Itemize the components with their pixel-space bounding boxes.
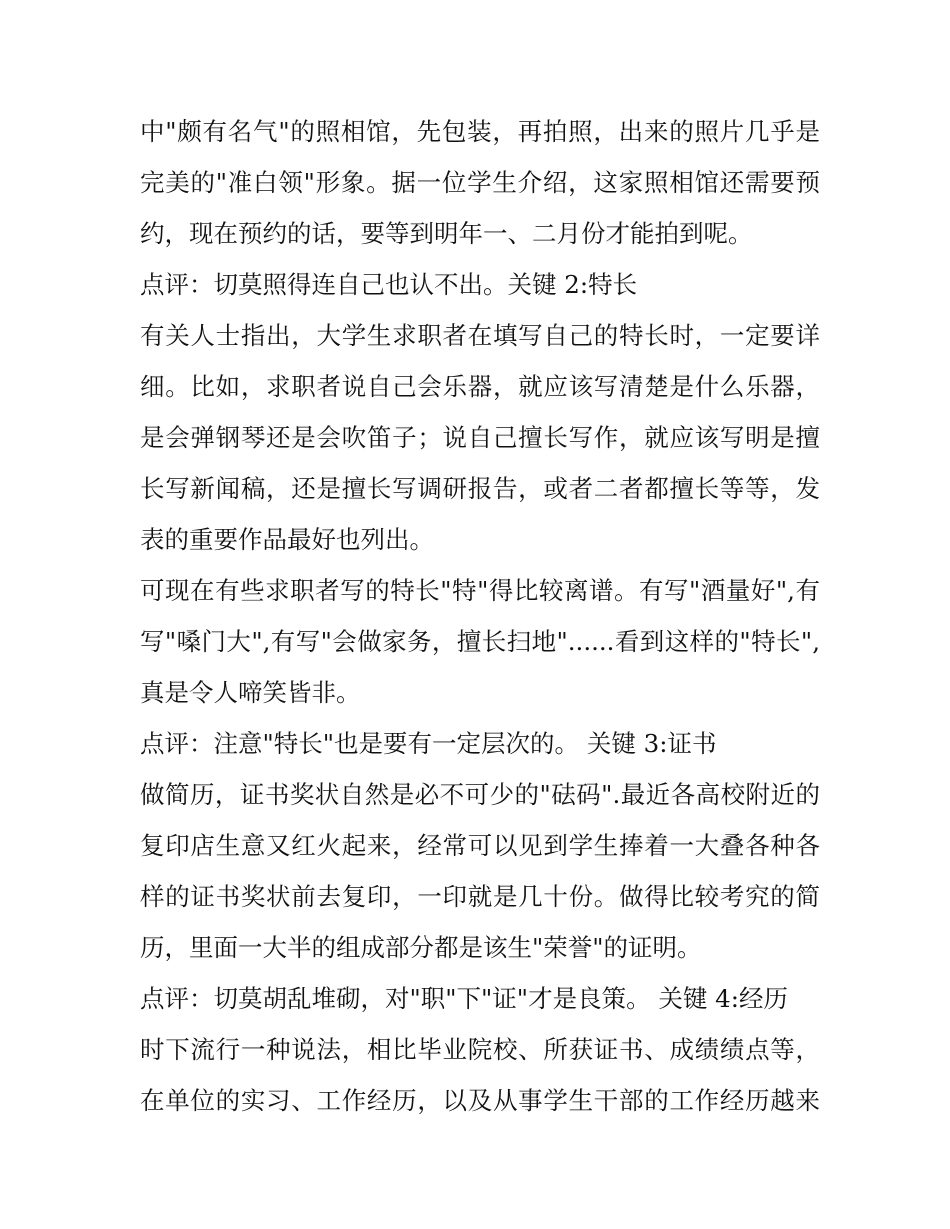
text-line: 有关人士指出，大学生求职者在填写自己的特长时，一定要详	[140, 321, 820, 350]
text-line: 历，里面一大半的组成部分都是该生"荣誉"的证明。	[140, 933, 702, 962]
text-line: 是会弹钢琴还是会吹笛子；说自己擅长写作，就应该写明是擅	[140, 423, 820, 452]
comment-heading-line: 点评：切莫胡乱堆砌，对"职"下"证"才是良策。 关键 4:经历	[140, 984, 788, 1013]
text-line: 中"颇有名气"的照相馆，先包装，再拍照，出来的照片几乎是	[140, 117, 820, 146]
text-line: 表的重要作品最好也列出。	[140, 525, 434, 554]
text-line: 完美的"准白领"形象。据一位学生介绍，这家照相馆还需要预	[140, 168, 820, 197]
text-line: 写"嗓门大",有写"会做家务，擅长扫地"......看到这样的"特长",	[140, 627, 820, 656]
text-line: 做简历，证书奖状自然是必不可少的"砝码".最近各高校附近的	[140, 780, 820, 809]
text-line: 约，现在预约的话，要等到明年一、二月份才能拍到呢。	[140, 219, 753, 248]
text-line: 可现在有些求职者写的特长"特"得比较离谱。有写"酒量好",有	[140, 576, 820, 605]
text-line: 样的证书奖状前去复印，一印就是几十份。做得比较考究的简	[140, 882, 820, 911]
text-line: 长写新闻稿，还是擅长写调研报告，或者二者都擅长等等，发	[140, 474, 820, 503]
text-line: 细。比如，求职者说自己会乐器，就应该写清楚是什么乐器，	[140, 372, 820, 401]
text-line: 真是令人啼笑皆非。	[140, 678, 361, 707]
text-line: 在单位的实习、工作经历，以及从事学生干部的工作经历越来	[140, 1086, 820, 1115]
text-line: 复印店生意又红火起来，经常可以见到学生捧着一大叠各种各	[140, 831, 820, 860]
text-line: 时下流行一种说法，相比毕业院校、所获证书、成绩绩点等，	[140, 1035, 820, 1064]
comment-heading-line: 点评：注意"特长"也是要有一定层次的。 关键 3:证书	[140, 729, 717, 758]
comment-heading-line: 点评：切莫照得连自己也认不出。关键 2:特长	[140, 270, 638, 299]
document-body	[140, 106, 820, 1126]
